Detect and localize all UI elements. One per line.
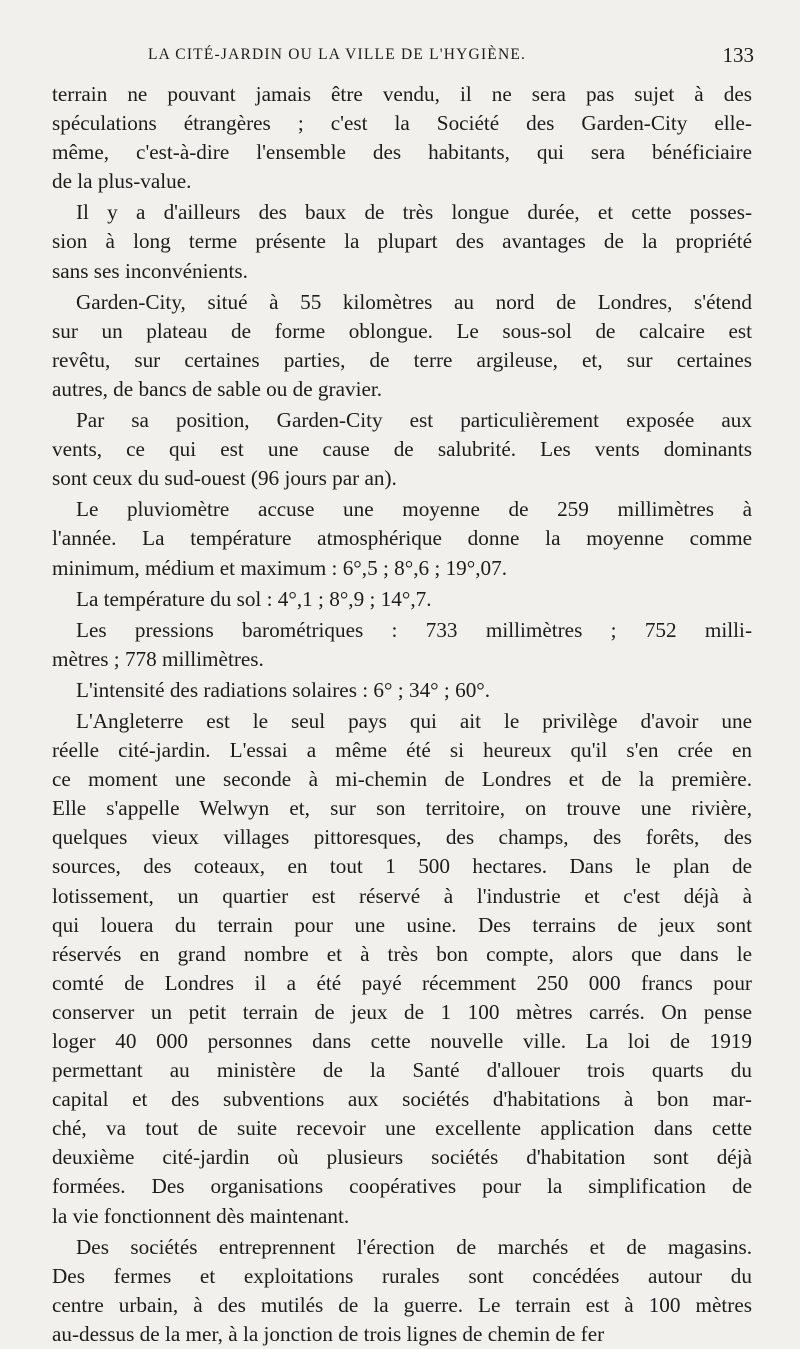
text-line: réelle cité-jardin. L'essai a même été si heureux qu'il s'en crée en xyxy=(52,738,752,763)
book-page xyxy=(52,40,754,1346)
text-line: sur un plateau de forme oblongue. Le sous-sol de calcaire est xyxy=(52,318,752,343)
paragraph xyxy=(52,1233,752,1349)
text-line: spéculations étrangères ; c'est la Société des Garden-City elle- xyxy=(52,111,752,136)
text-line: comté de Londres il a été payé récemment 250 000 francs pour xyxy=(52,970,752,995)
paragraph xyxy=(52,585,752,614)
body-text xyxy=(52,80,752,1349)
text-line: Par sa position, Garden-City est particulièrement exposée aux xyxy=(76,408,752,433)
page-header xyxy=(52,40,752,80)
text-line: Elle s'appelle Welwyn et, sur son territoire, on trouve une rivière, xyxy=(52,796,752,821)
text-line: terrain ne pouvant jamais être vendu, il ne sera pas sujet à des xyxy=(52,82,752,106)
text-line: ché, va tout de suite recevoir une excellente application dans cette xyxy=(52,1116,752,1141)
text-line: même, c'est-à-dire l'ensemble des habitants, qui sera bénéficiaire xyxy=(52,140,752,165)
text-line: de la plus-value. xyxy=(52,169,192,194)
text-line: sans ses inconvénients. xyxy=(52,258,248,283)
text-line: qui louera du terrain pour une usine. Des terrains de jeux sont xyxy=(52,912,752,937)
text-line: L'intensité des radiations solaires : 6° ; 34° ; 60°. xyxy=(76,677,491,702)
text-line: vents, ce qui est une cause de salubrité. Les vents dominants xyxy=(52,437,752,462)
text-line: ce moment une seconde à mi-chemin de Londres et de la première. xyxy=(52,767,752,792)
paragraph xyxy=(52,495,752,582)
paragraph xyxy=(52,406,752,493)
text-line: Il y a d'ailleurs des baux de très longue durée, et cette posses- xyxy=(76,200,752,225)
text-line: l'année. La température atmosphérique donne la moyenne comme xyxy=(52,526,752,551)
paragraph xyxy=(52,288,752,404)
running-title: LA CITÉ-JARDIN OU LA VILLE DE L'HYGIÈNE. xyxy=(148,46,527,63)
text-line: revêtu, sur certaines parties, de terre argileuse, et, sur certaines xyxy=(52,347,752,372)
text-line: Les pressions barométriques : 733 millimètres ; 752 milli- xyxy=(76,617,752,642)
text-line: deuxième cité-jardin où plusieurs sociétés d'habitation sont déjà xyxy=(52,1145,752,1170)
text-line: minimum, médium et maximum : 6°,5 ; 8°,6 ; 19°,07. xyxy=(52,555,508,580)
text-line: Des fermes et exploitations rurales sont concédées autour du xyxy=(52,1263,752,1288)
text-line: sion à long terme présente la plupart des avantages de la propriété xyxy=(52,229,752,254)
text-line: capital et des subventions aux sociétés d'habitations à bon mar- xyxy=(52,1087,752,1112)
page-number: 133 xyxy=(722,43,754,67)
paragraph xyxy=(52,616,752,674)
paragraph xyxy=(52,707,752,1231)
text-line: centre urbain, à des mutilés de la guerre. Le terrain est à 100 mètres xyxy=(52,1292,752,1317)
text-line: La température du sol : 4°,1 ; 8°,9 ; 14°,7. xyxy=(76,586,432,611)
text-line: sources, des coteaux, en tout 1 500 hectares. Dans le plan de xyxy=(52,854,752,879)
text-line: Des sociétés entreprennent l'érection de marchés et de magasins. xyxy=(76,1234,752,1259)
paragraph xyxy=(52,198,752,285)
text-line: mètres ; 778 millimètres. xyxy=(52,646,264,671)
paragraph xyxy=(52,80,752,196)
paragraph xyxy=(52,676,752,705)
text-line: conserver un petit terrain de jeux de 1 100 mètres carrés. On pense xyxy=(52,999,752,1024)
text-line: réservés en grand nombre et à très bon compte, alors que dans le xyxy=(52,941,752,966)
text-line: permettant au ministère de la Santé d'allouer trois quarts du xyxy=(52,1058,752,1083)
text-line: formées. Des organisations coopératives pour la simplification de xyxy=(52,1174,752,1199)
text-line: la vie fonctionnent dès maintenant. xyxy=(52,1203,350,1228)
text-line: lotissement, un quartier est réservé à l'industrie et c'est déjà à xyxy=(52,883,752,908)
text-line: Garden-City, situé à 55 kilomètres au nord de Londres, s'étend xyxy=(76,289,752,314)
text-line: quelques vieux villages pittoresques, des champs, des forêts, des xyxy=(52,825,752,850)
text-line: sont ceux du sud-ouest (96 jours par an). xyxy=(52,466,397,491)
text-line: autres, de bancs de sable ou de gravier. xyxy=(52,376,383,401)
text-line: L'Angleterre est le seul pays qui ait le privilège d'avoir une xyxy=(76,708,752,733)
text-line: au-dessus de la mer, à la jonction de trois lignes de chemin de fer xyxy=(52,1321,605,1346)
text-line: Le pluviomètre accuse une moyenne de 259 millimètres à xyxy=(76,497,752,522)
text-line: loger 40 000 personnes dans cette nouvelle ville. La loi de 1919 xyxy=(52,1029,752,1053)
